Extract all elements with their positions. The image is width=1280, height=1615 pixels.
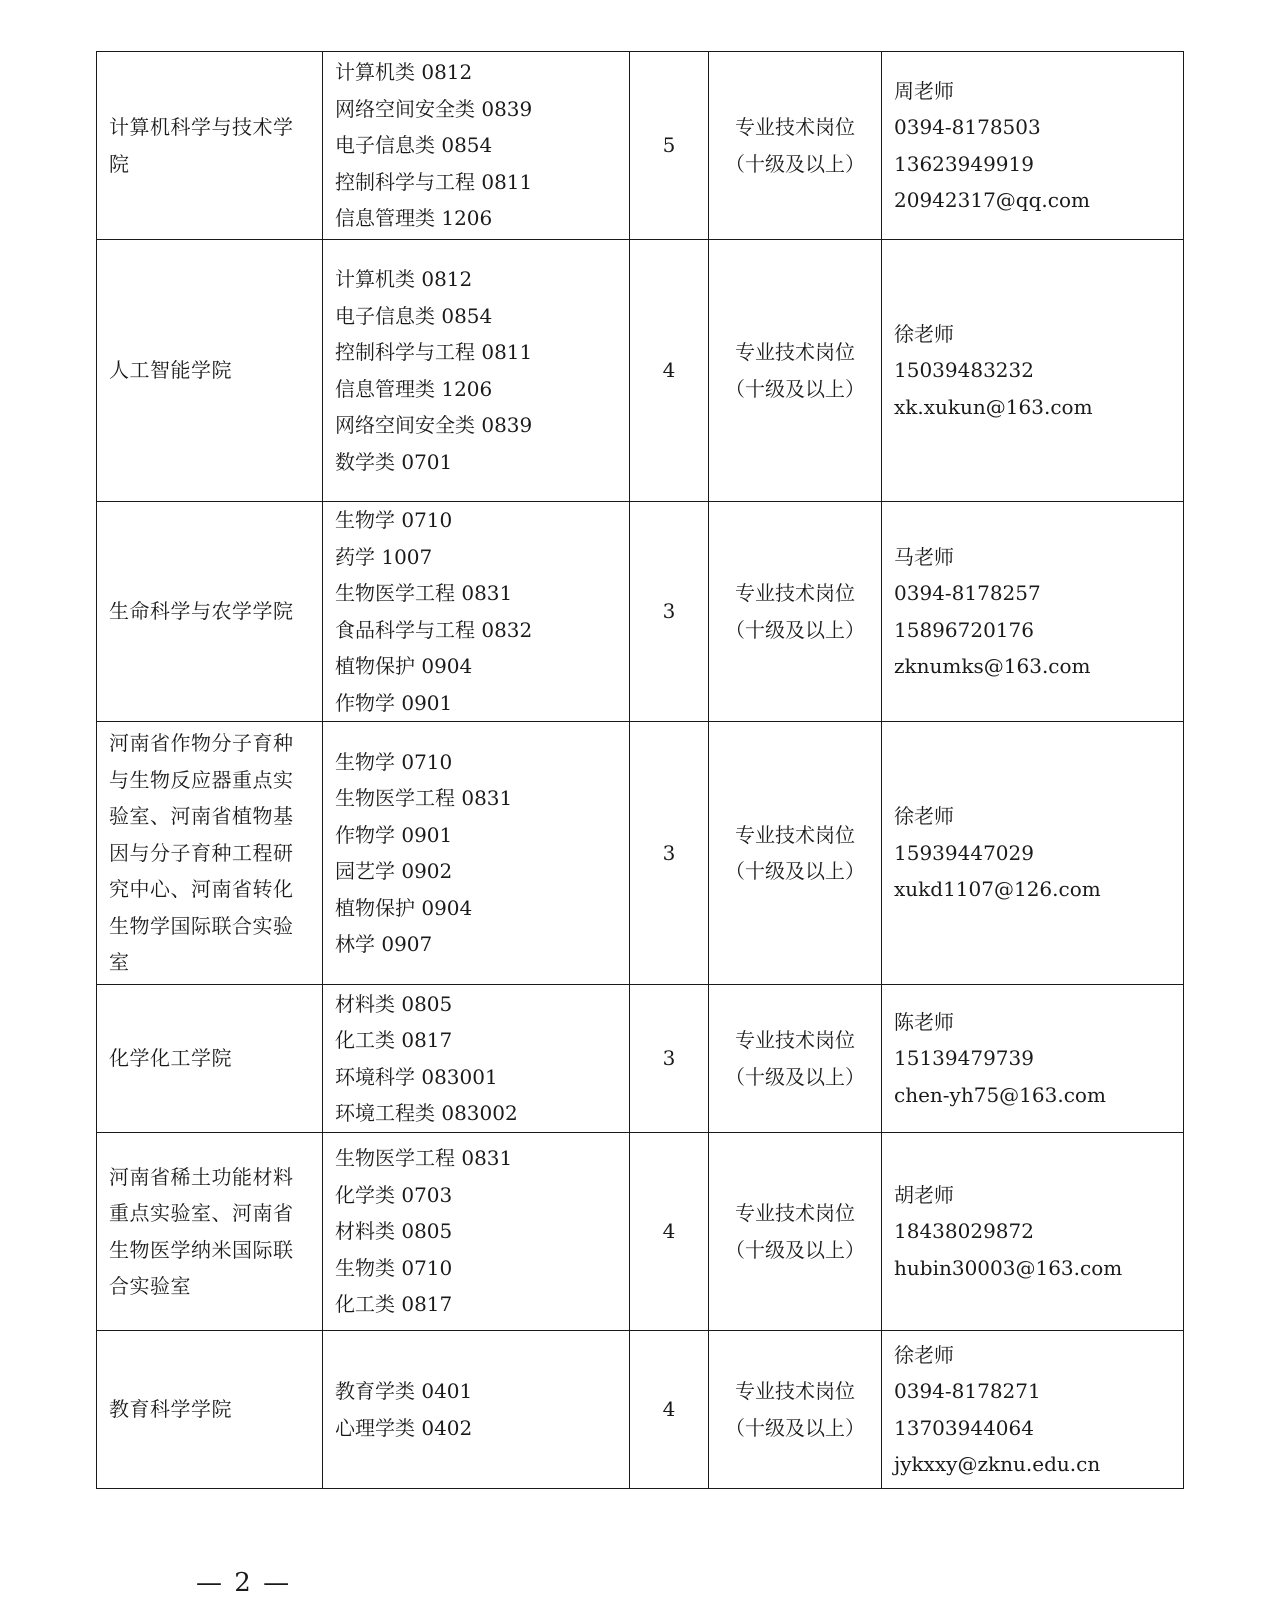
post-level: （十级及以上） <box>725 859 865 883</box>
contact-cell <box>882 502 1184 722</box>
major-cell <box>323 1331 630 1489</box>
post-level: （十级及以上） <box>725 1415 865 1440</box>
contact-cell <box>882 985 1184 1133</box>
contact-person: 马老师 <box>894 544 954 569</box>
table-row <box>97 1331 1184 1489</box>
post-level: （十级及以上） <box>725 1064 865 1089</box>
major-item: 药学 1007 <box>335 544 433 569</box>
post-cell <box>709 1133 882 1331</box>
post-cell <box>709 52 882 240</box>
contact-cell <box>882 722 1184 985</box>
major-item: 数学类 0701 <box>335 449 453 474</box>
count-cell: 4 <box>630 1133 709 1331</box>
contact-mobile: 13703944064 <box>894 1415 1034 1440</box>
post-level: （十级及以上） <box>725 151 865 176</box>
table-row <box>97 722 1184 985</box>
major-item: 教育学类 0401 <box>335 1379 473 1403</box>
major-item: 化工类 0817 <box>335 1028 453 1052</box>
major-item: 作物学 0901 <box>335 822 453 847</box>
major-item: 计算机类 0812 <box>335 60 473 85</box>
college-cell <box>97 52 323 240</box>
major-item: 生物医学工程 0831 <box>335 786 513 810</box>
post-level: （十级及以上） <box>725 376 865 401</box>
contact-email: chen-yh75@163.com <box>894 1082 1106 1107</box>
contact-email: xukd1107@126.com <box>894 877 1101 902</box>
count-cell: 5 <box>630 52 709 240</box>
major-item: 心理学类 0402 <box>335 1415 473 1440</box>
major-cell <box>323 240 630 502</box>
contact-person: 周老师 <box>894 78 954 103</box>
count-cell: 4 <box>630 240 709 502</box>
major-item: 林学 0907 <box>335 932 433 956</box>
major-cell <box>323 52 630 240</box>
contact-phone: 0394-8178271 <box>894 1379 1041 1403</box>
post-level: （十级及以上） <box>725 617 865 642</box>
table-row <box>97 1133 1184 1331</box>
major-item: 材料类 0805 <box>335 1219 453 1244</box>
major-item: 计算机类 0812 <box>335 267 473 291</box>
major-item: 作物学 0901 <box>335 690 453 715</box>
major-item: 网络空间安全类 0839 <box>335 413 533 437</box>
major-item: 生物学 0710 <box>335 749 453 774</box>
count-cell: 3 <box>630 502 709 722</box>
post-cell <box>709 240 882 502</box>
contact-person: 徐老师 <box>894 1342 954 1367</box>
major-item: 生物医学工程 0831 <box>335 581 513 605</box>
major-item: 生物类 0710 <box>335 1255 453 1280</box>
contact-person: 陈老师 <box>894 1009 954 1034</box>
college-cell <box>97 240 323 502</box>
major-cell <box>323 502 630 722</box>
major-item: 植物保护 0904 <box>335 654 473 678</box>
major-item: 信息管理类 1206 <box>335 376 493 401</box>
college-name: 计算机科学与技术学院 <box>109 115 294 176</box>
post-title: 专业技术岗位 <box>735 115 855 139</box>
count-cell: 3 <box>630 985 709 1133</box>
contact-person: 胡老师 <box>894 1182 954 1207</box>
contact-phone: 0394-8178257 <box>894 581 1041 605</box>
contact-cell <box>882 1133 1184 1331</box>
major-cell <box>323 1133 630 1331</box>
contact-email: hubin30003@163.com <box>894 1255 1123 1280</box>
major-cell <box>323 985 630 1133</box>
major-item: 园艺学 0902 <box>335 859 453 883</box>
table-row <box>97 240 1184 502</box>
major-item: 化工类 0817 <box>335 1292 453 1317</box>
post-title: 专业技术岗位 <box>735 581 855 605</box>
contact-cell <box>882 240 1184 502</box>
major-item: 电子信息类 0854 <box>335 303 493 328</box>
major-item: 信息管理类 1206 <box>335 206 493 231</box>
contact-email: 20942317@qq.com <box>894 188 1090 212</box>
college-name: 河南省稀土功能材料重点实验室、河南省生物医学纳米国际联合实验室 <box>109 1164 294 1298</box>
college-name: 人工智能学院 <box>109 358 232 383</box>
college-cell <box>97 985 323 1133</box>
college-name: 河南省作物分子育种与生物反应器重点实验室、河南省植物基因与分子育种工程研究中心、河南省转化生物学国际联合实验室 <box>109 731 294 975</box>
college-cell <box>97 1133 323 1331</box>
post-cell <box>709 722 882 985</box>
page-number: — 2 — <box>196 1568 292 1598</box>
major-item: 环境科学 083001 <box>335 1064 498 1089</box>
table-row <box>97 985 1184 1133</box>
post-cell <box>709 1331 882 1489</box>
major-item: 材料类 0805 <box>335 991 453 1016</box>
contact-person: 徐老师 <box>894 804 954 829</box>
post-title: 专业技术岗位 <box>735 1201 855 1225</box>
post-cell <box>709 502 882 722</box>
college-cell <box>97 1331 323 1489</box>
recruitment-table <box>96 51 1184 1489</box>
count-cell: 4 <box>630 1331 709 1489</box>
contact-mobile: 15896720176 <box>894 617 1034 642</box>
post-cell <box>709 985 882 1133</box>
contact-person: 徐老师 <box>894 321 954 346</box>
contact-email: zknumks@163.com <box>894 654 1091 678</box>
college-cell <box>97 502 323 722</box>
college-cell <box>97 722 323 985</box>
contact-email: xk.xukun@163.com <box>894 394 1093 419</box>
major-item: 控制科学与工程 0811 <box>335 169 533 194</box>
major-item: 网络空间安全类 0839 <box>335 96 533 121</box>
post-title: 专业技术岗位 <box>735 1379 855 1403</box>
major-item: 生物医学工程 0831 <box>335 1146 513 1171</box>
college-name: 教育科学学院 <box>109 1397 232 1422</box>
contact-mobile: 15139479739 <box>894 1046 1034 1071</box>
post-title: 专业技术岗位 <box>735 822 855 847</box>
major-item: 控制科学与工程 0811 <box>335 340 533 364</box>
post-title: 专业技术岗位 <box>735 340 855 364</box>
contact-cell <box>882 1331 1184 1489</box>
major-item: 化学类 0703 <box>335 1182 453 1207</box>
contact-phone: 0394-8178503 <box>894 115 1041 139</box>
major-item: 生物学 0710 <box>335 508 453 532</box>
count-cell: 3 <box>630 722 709 985</box>
contact-mobile: 18438029872 <box>894 1219 1034 1244</box>
table-row <box>97 52 1184 240</box>
major-item: 电子信息类 0854 <box>335 133 493 158</box>
post-level: （十级及以上） <box>725 1237 865 1262</box>
contact-cell <box>882 52 1184 240</box>
contact-email: jykxxy@zknu.edu.cn <box>894 1452 1101 1476</box>
contact-mobile: 15939447029 <box>894 840 1034 865</box>
contact-mobile: 15039483232 <box>894 358 1034 383</box>
major-cell <box>323 722 630 985</box>
table-row <box>97 502 1184 722</box>
major-item: 环境工程类 083002 <box>335 1101 518 1125</box>
contact-mobile: 13623949919 <box>894 151 1034 176</box>
major-item: 植物保护 0904 <box>335 895 473 920</box>
major-item: 食品科学与工程 0832 <box>335 617 533 642</box>
college-name: 化学化工学院 <box>109 1046 232 1071</box>
post-title: 专业技术岗位 <box>735 1028 855 1052</box>
college-name: 生命科学与农学学院 <box>109 599 294 624</box>
